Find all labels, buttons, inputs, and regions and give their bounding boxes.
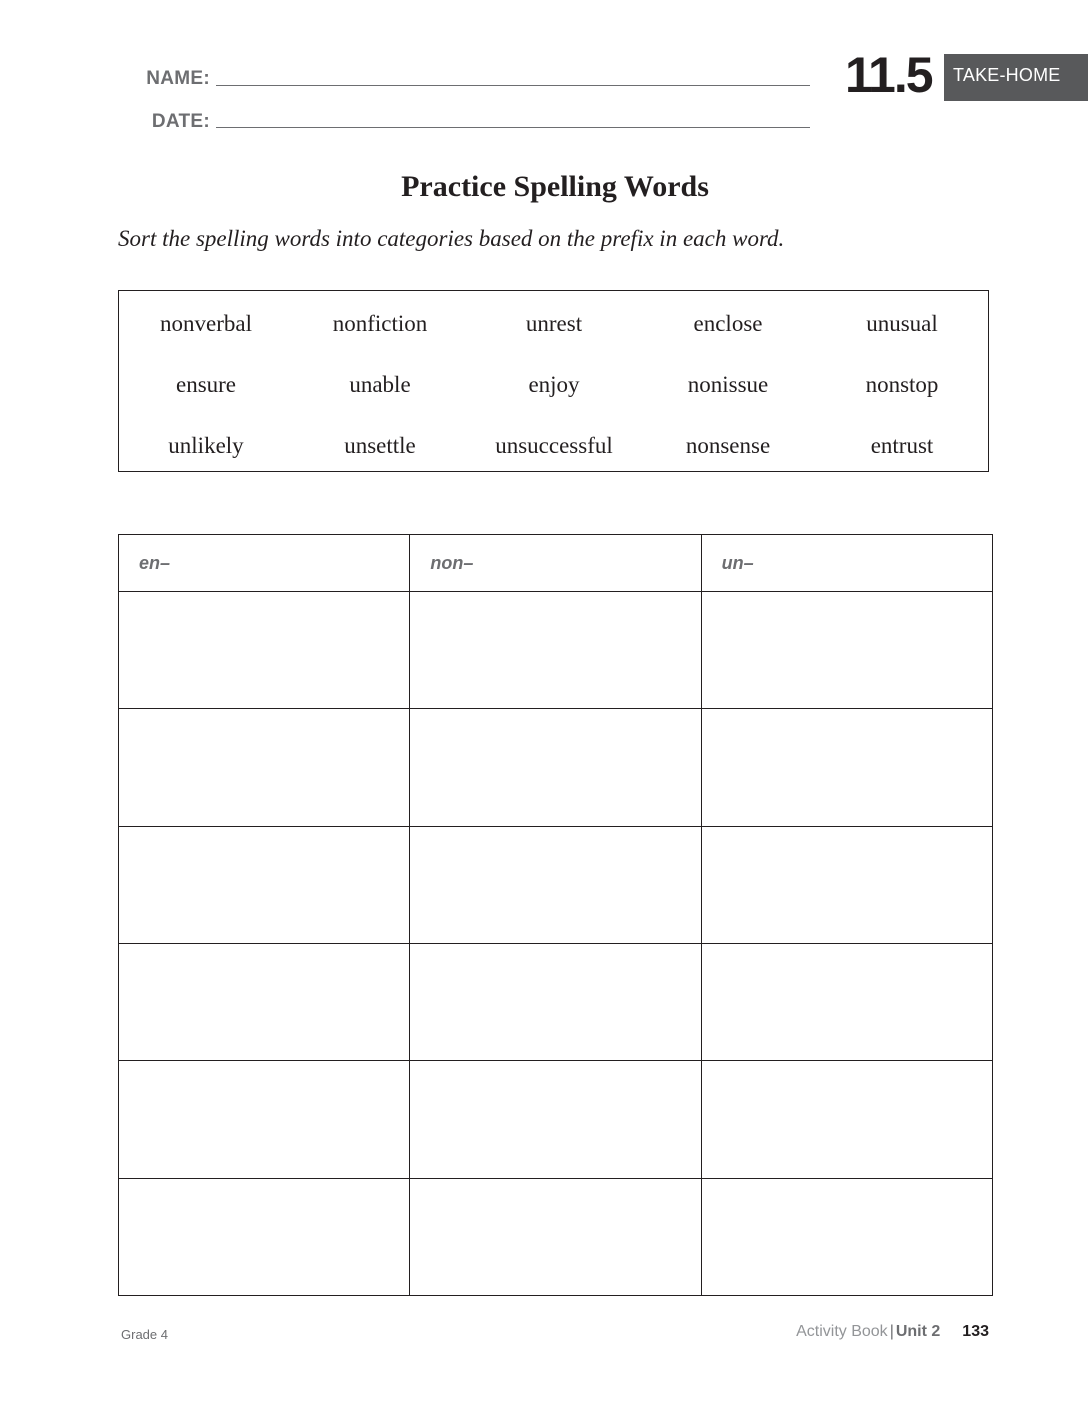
word-bank-word: ensure <box>175 372 237 397</box>
answer-cell-non[interactable] <box>410 592 701 709</box>
word-bank <box>118 290 989 472</box>
answer-cell-en[interactable] <box>119 943 410 1060</box>
word-bank-word: nonissue <box>687 372 769 397</box>
answer-cell-non[interactable] <box>410 1061 701 1178</box>
page-title: Practice Spelling Words <box>401 170 709 203</box>
date-label: DATE: <box>151 111 210 132</box>
lesson-number: 11.5 <box>845 47 932 103</box>
answer-cell-non[interactable] <box>410 826 701 943</box>
answer-cell-un[interactable] <box>701 943 992 1060</box>
answer-cell-en[interactable] <box>119 826 410 943</box>
answer-cell-un[interactable] <box>701 826 992 943</box>
word-bank-word: nonstop <box>865 372 939 397</box>
word-bank-word: unsuccessful <box>495 433 613 458</box>
answer-cell-non[interactable] <box>410 709 701 826</box>
word-bank-word: unrest <box>525 311 583 336</box>
footer-book-info <box>796 1323 989 1341</box>
answer-cell-en[interactable] <box>119 592 410 709</box>
footer-grade: Grade 4 <box>121 1327 168 1342</box>
instructions: Sort the spelling words into categories based on the prefix in each word. <box>118 226 785 251</box>
table-row <box>119 943 993 1060</box>
word-bank-word: unlikely <box>168 433 244 458</box>
footer-unit: Unit 2 <box>895 1323 941 1340</box>
answer-cell-en[interactable] <box>119 1178 410 1295</box>
table-row <box>119 592 993 709</box>
answer-cell-un[interactable] <box>701 592 992 709</box>
word-bank-word: unsettle <box>344 433 416 458</box>
column-header-un: un– <box>701 535 992 592</box>
word-bank-word: nonsense <box>685 433 771 458</box>
take-home-badge: TAKE-HOME <box>944 54 1088 101</box>
word-bank-word: nonverbal <box>160 311 252 336</box>
name-label: NAME: <box>146 68 210 89</box>
word-bank-word: unusual <box>866 311 938 336</box>
date-line[interactable] <box>216 127 810 128</box>
word-bank-word: enclose <box>693 311 763 336</box>
answer-cell-en[interactable] <box>119 1061 410 1178</box>
table-row <box>119 826 993 943</box>
answer-cell-un[interactable] <box>701 1061 992 1178</box>
name-line[interactable] <box>216 85 810 86</box>
column-header-non: non– <box>410 535 701 592</box>
sort-table-header-row <box>119 535 993 592</box>
answer-cell-en[interactable] <box>119 709 410 826</box>
answer-cell-un[interactable] <box>701 1178 992 1295</box>
page-number: 133 <box>962 1323 989 1340</box>
column-header-en: en– <box>119 535 410 592</box>
word-bank-word: enjoy <box>528 372 580 397</box>
word-bank-word: unable <box>349 372 411 397</box>
table-row <box>119 709 993 826</box>
answer-cell-non[interactable] <box>410 1178 701 1295</box>
word-bank-word: entrust <box>870 433 934 458</box>
table-row <box>119 1178 993 1295</box>
word-bank-word: nonfiction <box>332 311 428 336</box>
answer-cell-un[interactable] <box>701 709 992 826</box>
sort-table <box>118 534 993 1296</box>
footer-separator: | <box>889 1323 894 1340</box>
footer-book: Activity Book <box>796 1323 888 1340</box>
table-row <box>119 1061 993 1178</box>
answer-cell-non[interactable] <box>410 943 701 1060</box>
